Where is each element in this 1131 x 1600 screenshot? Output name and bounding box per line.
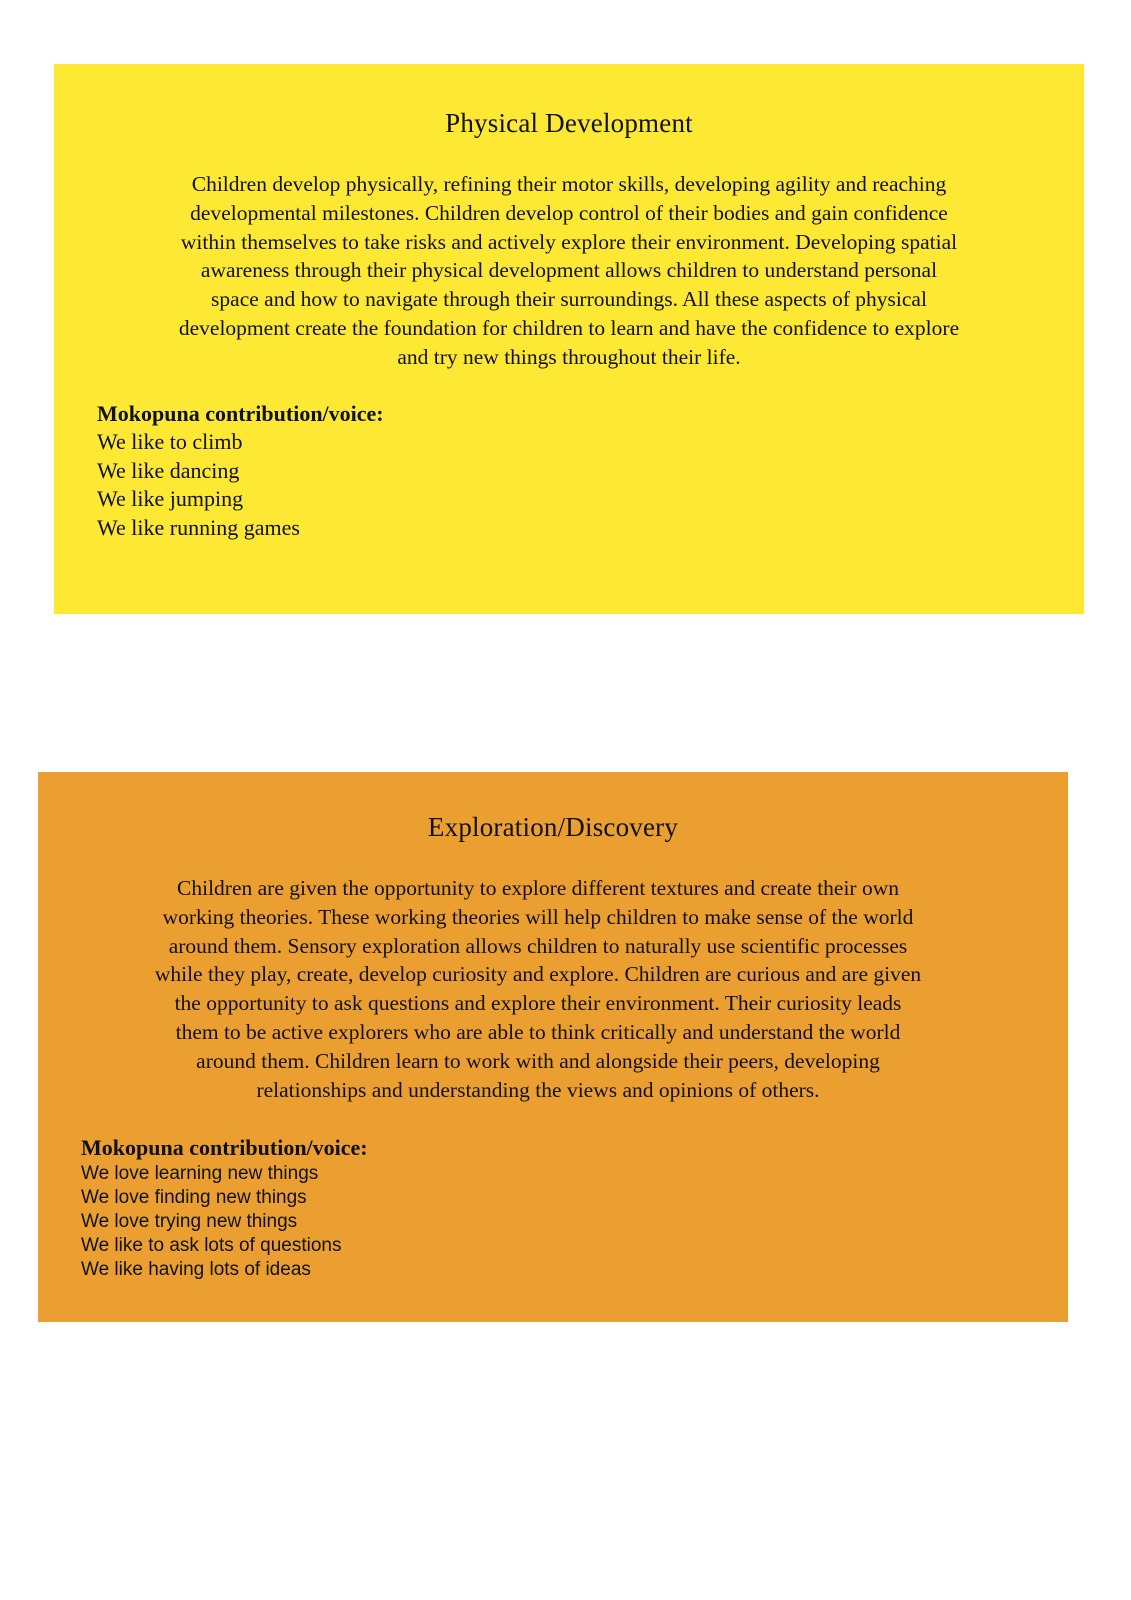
voice-item: We love finding new things bbox=[81, 1187, 307, 1208]
voice-item: We like running games bbox=[97, 514, 300, 540]
description-line: development create the foundation for children to learn and have the confidence to explore bbox=[178, 315, 960, 340]
description-line: around them. Children learn to work with and alongside their peers, developing bbox=[196, 1048, 880, 1073]
voice-heading: Mokopuna contribution/voice: bbox=[97, 401, 384, 426]
voice-item: We love learning new things bbox=[81, 1163, 319, 1184]
voice-item: We like to ask lots of questions bbox=[81, 1235, 342, 1256]
voice-section bbox=[97, 400, 384, 542]
description-line: within themselves to take risks and actively explore their environment. Developing spatial bbox=[180, 229, 958, 254]
description-line: developmental milestones. Children develop control of their bodies and gain confidence bbox=[190, 200, 948, 225]
description-line: and try new things throughout their life. bbox=[397, 344, 741, 369]
voice-item: We like to climb bbox=[97, 429, 243, 454]
physical-development-card bbox=[54, 64, 1084, 614]
description-line: them to be active explorers who are able to think critically and understand the world bbox=[175, 1019, 901, 1044]
description-line: while they play, create, develop curiosity and explore. Children are curious and are given bbox=[154, 962, 922, 987]
description-line: the opportunity to ask questions and explore their environment. Their curiosity leads bbox=[174, 991, 902, 1016]
voice-list bbox=[97, 428, 384, 542]
description-line: awareness through their physical development allows children to understand personal bbox=[200, 258, 938, 283]
description-line: Children are given the opportunity to explore different textures and create their own bbox=[177, 876, 899, 900]
description-line: space and how to navigate through their surroundings. All these aspects of physical bbox=[211, 287, 927, 312]
voice-heading: Mokopuna contribution/voice: bbox=[81, 1135, 368, 1160]
description-line: around them. Sensory exploration allows children to naturally use scientific processes bbox=[168, 933, 908, 958]
exploration-discovery-card bbox=[38, 772, 1068, 1322]
voice-list bbox=[81, 1162, 368, 1282]
voice-item: We like dancing bbox=[97, 457, 240, 483]
section-description bbox=[76, 874, 1000, 1104]
description-line: working theories. These working theories will help children to make sense of the world bbox=[162, 904, 914, 929]
voice-section bbox=[81, 1134, 368, 1282]
voice-item: We like having lots of ideas bbox=[81, 1259, 311, 1280]
section-title: Exploration/Discovery bbox=[427, 812, 679, 842]
description-line: relationships and understanding the views and opinions of others. bbox=[256, 1077, 820, 1102]
section-description bbox=[92, 170, 1046, 372]
voice-item: We love trying new things bbox=[81, 1211, 298, 1232]
description-line: Children develop physically, refining their motor skills, developing agility and reaching bbox=[191, 172, 947, 196]
voice-item: We like jumping bbox=[97, 486, 244, 511]
section-title: Physical Development bbox=[445, 108, 693, 138]
